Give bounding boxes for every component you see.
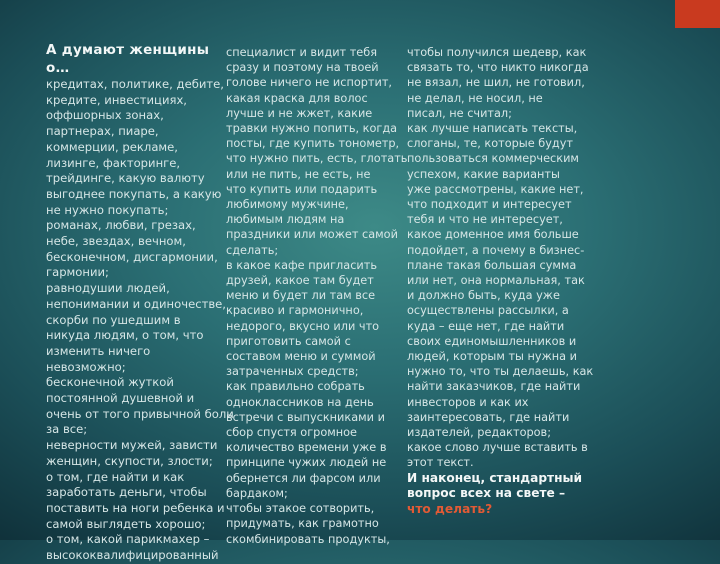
text-line: высококвалифицированный	[46, 548, 219, 563]
text-line: праздники или может самой	[226, 228, 398, 242]
text-line: меню и будет ли там все	[226, 289, 376, 303]
text-line: не нужно покупать;	[46, 202, 169, 217]
text-line: о том, какой парикмахер –	[46, 532, 210, 547]
text-line: какая краска для волос	[226, 91, 368, 105]
text-line: сбор спустя огромное	[226, 426, 358, 440]
text-line: издателей, редакторов;	[407, 426, 552, 440]
text-line: гармонии;	[46, 265, 109, 280]
text-line: приготовить самой с	[226, 334, 351, 348]
text-line: или нет, она нормальная, так	[407, 274, 585, 288]
text-line: встречи с выпускниками и	[226, 410, 385, 424]
column-middle	[226, 45, 407, 547]
accent-bar	[675, 0, 720, 28]
text-line: красиво и гармонично,	[226, 304, 364, 318]
text-line: романах, любви, грезах,	[46, 218, 196, 233]
text-line: количество времени уже в	[226, 441, 387, 455]
text-line: изменить ничего	[46, 343, 151, 358]
text-line: как правильно собрать	[226, 380, 365, 394]
text-line: бесконечном, дисгармонии,	[46, 249, 218, 264]
closing-text: И наконец, стандартный	[407, 470, 583, 485]
text-line: людей, которым ты нужна и	[407, 350, 578, 364]
text-line: поставить на ноги ребенка и	[46, 500, 225, 515]
text-line: травки нужно попить, когда	[226, 122, 398, 136]
text-line: обернется ли фарсом или	[226, 471, 381, 485]
text-line: за все;	[46, 422, 88, 437]
column-left	[46, 41, 234, 564]
text-line: равнодушии людей,	[46, 281, 170, 296]
slide-heading: о…	[46, 60, 70, 76]
text-line: чтобы этакое сотворить,	[226, 502, 375, 516]
text-line: какое доменное имя больше	[407, 228, 579, 242]
text-line: осуществлены рассылки, а	[407, 304, 569, 318]
text-line: заинтересовать, где найти	[407, 410, 570, 424]
text-line: в какое кафе пригласить	[226, 258, 377, 272]
text-line: заработать деньги, чтобы	[46, 485, 207, 500]
text-line: одноклассников на день	[226, 395, 374, 409]
closing-question: что делать?	[407, 501, 493, 516]
text-line: или не пить, не есть, не	[226, 167, 371, 181]
text-line: партнерах, пиаре,	[46, 124, 159, 139]
text-line: и должно быть, куда уже	[407, 289, 560, 303]
text-line: самой выглядеть хорошо;	[46, 516, 206, 531]
text-line: своих единомышленников и	[407, 334, 577, 348]
text-line: кредите, инвестициях,	[46, 92, 187, 107]
text-line: инвесторов и как их	[407, 395, 529, 409]
text-line: тебя и что не интересует,	[407, 213, 563, 227]
slide-heading: А думают женщины	[46, 42, 210, 58]
text-line: сделать;	[226, 243, 279, 257]
text-line: оффшорных зонах,	[46, 108, 164, 123]
text-line: что купить или подарить	[226, 182, 378, 196]
text-line: лизинге, факторинге,	[46, 155, 181, 170]
text-line: что нужно пить, есть, глотать	[226, 152, 408, 166]
text-line: постоянной душевной и	[46, 391, 195, 406]
text-line: о том, где найти и как	[46, 469, 185, 484]
text-line: непонимании и одиночестве,	[46, 296, 226, 311]
text-line: выгоднее покупать, а какую	[46, 186, 222, 201]
text-line: бесконечной жуткой	[46, 375, 174, 390]
text-line: плане такая большая сумма	[407, 258, 577, 272]
text-line: любимому мужчине,	[226, 198, 349, 212]
text-line: нужно то, что ты делаешь, как	[407, 365, 594, 379]
text-line: успехом, какие варианты	[407, 167, 560, 181]
text-line: придумать, как грамотно	[226, 517, 379, 531]
text-line: связать то, что никто никогда	[407, 61, 589, 75]
text-line: этот текст.	[407, 456, 474, 470]
text-line: писал, не считал;	[407, 106, 512, 120]
text-line: неверности мужей, зависти	[46, 438, 218, 453]
text-line: специалист и видит тебя	[226, 46, 377, 59]
text-line: составом меню и суммой	[226, 350, 376, 364]
text-line: сразу и поэтому на твоей	[226, 61, 379, 75]
text-line: лучше и не жжет, какие	[226, 106, 373, 120]
text-line: куда – еще нет, где найти	[407, 319, 565, 333]
closing-text: вопрос всех на свете –	[407, 486, 566, 501]
column-right	[407, 45, 593, 517]
text-line: найти заказчиков, где найти	[407, 380, 581, 394]
text-line: подойдет, а почему в бизнес-	[407, 243, 585, 257]
text-line: скомбинировать продукты,	[226, 532, 390, 546]
text-line: бардаком;	[226, 486, 288, 500]
text-line: недорого, вкусно или что	[226, 319, 380, 333]
text-line: не вязал, не шил, не готовил,	[407, 76, 585, 90]
text-line: голове ничего не испортит,	[226, 76, 393, 90]
text-line: затраченных средств;	[226, 365, 359, 379]
text-line: очень от того привычной боли	[46, 406, 234, 421]
text-line: друзей, какое там будет	[226, 274, 374, 288]
text-line: не делал, не носил, не	[407, 91, 543, 105]
text-line: как лучше написать тексты,	[407, 122, 578, 136]
text-line: небе, звездах, вечном,	[46, 234, 186, 249]
text-line: что подходит и интересует	[407, 198, 572, 212]
text-line: кредитах, политике, дебите,	[46, 77, 224, 91]
text-line: невозможно;	[46, 359, 126, 374]
text-line: никуда людям, о том, что	[46, 328, 204, 343]
text-line: чтобы получился шедевр, как	[407, 46, 587, 59]
text-line: посты, где купить тонометр,	[226, 137, 400, 151]
text-line: женщин, скупости, злости;	[46, 453, 213, 468]
text-line: пользоваться коммерческим	[407, 152, 579, 166]
text-line: какое слово лучше вставить в	[407, 441, 588, 455]
text-line: принципе чужих людей не	[226, 456, 387, 470]
text-line: слоганы, те, которые будут	[407, 137, 573, 151]
text-line: коммерции, рекламе,	[46, 139, 178, 154]
text-line: уже рассмотрены, какие нет,	[407, 182, 584, 196]
text-line: трейдинге, какую валюту	[46, 171, 205, 186]
text-line: любимым людям на	[226, 213, 345, 227]
text-line: скорби по ушедшим в	[46, 312, 181, 327]
